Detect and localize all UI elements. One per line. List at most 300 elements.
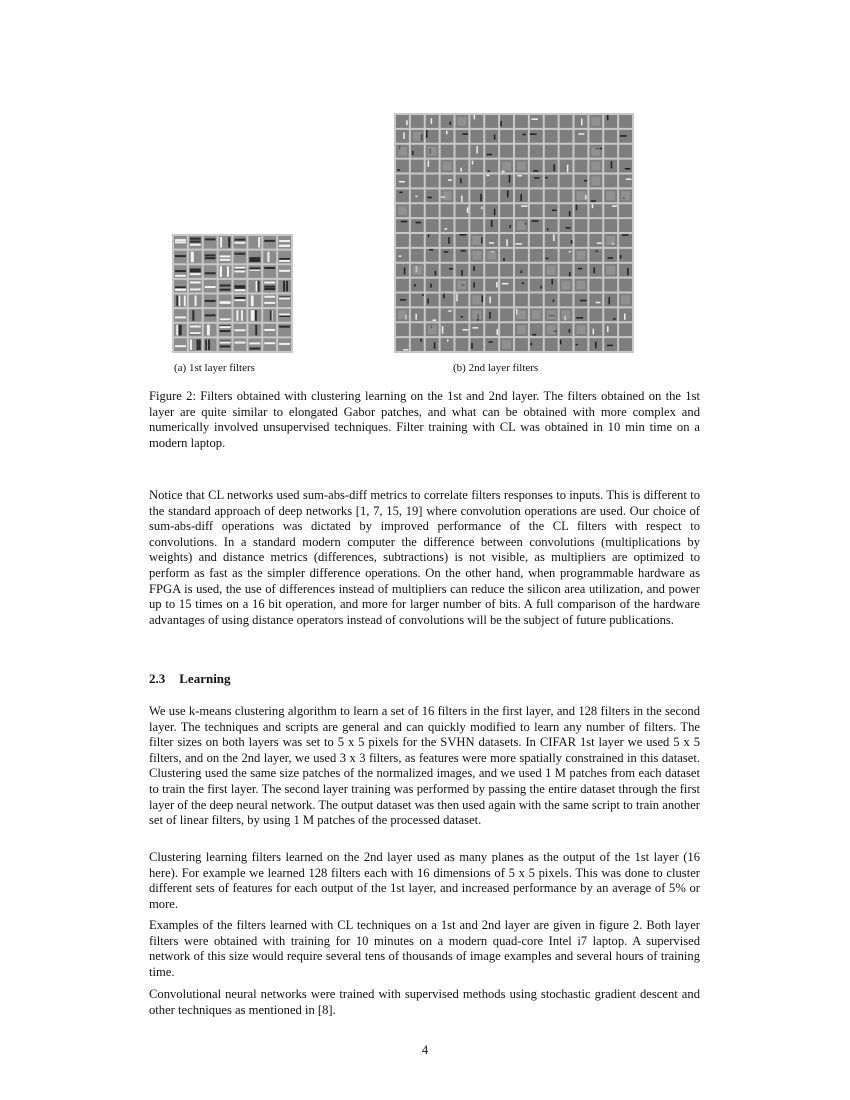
filter-tile xyxy=(396,204,409,217)
body-paragraph-2: We use k-means clustering algorithm to learn a set of 16 filters in the first layer, and 128 filters in the second layer. The techniques and scripts are general and can quickly modified to learn any number of filters. The filter sizes on both layers was set to 5 x 5 pixels for the SVHN datasets. In CIFAR 1st layer we used 5 x 5 filters, and on the 2nd layer, we used 3 x 3 filters, as features were more spatially constrained in this dataset. Clustering used the same size patches of the normalized images, and we used 1 M patches from each dataset to train the first layer. The second layer training was performed by passing the entire dataset through the first layer of the deep neural network. The output dataset was then used again with the same script to train another set of linear filters, by using 1 M patches of the processed dataset. xyxy=(149,704,700,828)
filter-tile xyxy=(619,249,632,262)
filter-tile xyxy=(545,234,558,247)
filter-tile xyxy=(441,249,454,262)
filter-tile xyxy=(500,145,513,158)
filter-tile xyxy=(515,234,528,247)
filter-tile xyxy=(456,234,469,247)
filter-tile xyxy=(530,219,543,232)
filter-tile xyxy=(575,249,588,262)
filter-tile xyxy=(500,294,513,307)
filter-tile xyxy=(560,160,573,173)
filter-tile xyxy=(278,251,291,264)
filter-tile xyxy=(204,280,217,293)
filter-tile xyxy=(456,264,469,277)
filter-tile xyxy=(575,279,588,292)
filter-tile xyxy=(530,338,543,351)
filter-tile xyxy=(530,130,543,143)
filter-tile xyxy=(515,323,528,336)
filter-tile xyxy=(263,309,276,322)
filter-tile xyxy=(515,175,528,188)
filter-tile xyxy=(604,175,617,188)
filter-tile xyxy=(234,280,247,293)
filter-tile xyxy=(204,338,217,351)
filter-tile xyxy=(545,249,558,262)
filter-tile xyxy=(604,234,617,247)
filter-tile xyxy=(485,189,498,202)
filter-tile xyxy=(396,234,409,247)
filter-tile xyxy=(530,279,543,292)
filter-tile xyxy=(396,189,409,202)
filter-tile xyxy=(174,295,187,308)
filter-tile xyxy=(456,249,469,262)
filter-tile xyxy=(441,204,454,217)
filter-tile xyxy=(619,264,632,277)
filter-tile xyxy=(234,251,247,264)
filter-tile xyxy=(470,160,483,173)
filter-tile xyxy=(545,175,558,188)
filter-tile xyxy=(619,160,632,173)
subcaption-b: (b) 2nd layer filters xyxy=(453,362,539,374)
filter-tile xyxy=(426,204,439,217)
filter-tile xyxy=(396,308,409,321)
filter-tile xyxy=(470,249,483,262)
filter-tile xyxy=(263,236,276,249)
filter-tile xyxy=(411,204,424,217)
filter-tile xyxy=(174,324,187,337)
filter-tile xyxy=(174,236,187,249)
filter-tile xyxy=(470,308,483,321)
filter-tile xyxy=(619,279,632,292)
filter-tile xyxy=(500,130,513,143)
filter-tile xyxy=(589,145,602,158)
filter-tile xyxy=(411,249,424,262)
filter-tile xyxy=(278,338,291,351)
filter-tile xyxy=(575,219,588,232)
filter-tile xyxy=(545,145,558,158)
filter-tile xyxy=(589,323,602,336)
filter-tile xyxy=(441,294,454,307)
filter-tile xyxy=(619,338,632,351)
filter-tile xyxy=(411,308,424,321)
filter-tile xyxy=(560,279,573,292)
filter-tile xyxy=(204,295,217,308)
filter-tile xyxy=(204,251,217,264)
filter-tile xyxy=(604,294,617,307)
filter-tile xyxy=(485,130,498,143)
filter-tile xyxy=(248,295,261,308)
filter-tile xyxy=(441,234,454,247)
filter-tile xyxy=(560,294,573,307)
filter-tile xyxy=(575,204,588,217)
filter-tile xyxy=(545,264,558,277)
filter-tile xyxy=(426,264,439,277)
filter-tile xyxy=(589,115,602,128)
section-number: 2.3 xyxy=(149,671,166,686)
filter-tile xyxy=(619,189,632,202)
filter-tile xyxy=(189,295,202,308)
filter-tile xyxy=(619,130,632,143)
filter-tile xyxy=(530,115,543,128)
filter-tile xyxy=(396,338,409,351)
filter-tile xyxy=(575,160,588,173)
filter-tile xyxy=(515,160,528,173)
filter-tile xyxy=(515,115,528,128)
filter-tile xyxy=(470,323,483,336)
filter-tile xyxy=(545,219,558,232)
figure-caption: Figure 2: Filters obtained with clustering learning on the 1st and 2nd layer. The filters obtained on the 1st layer are quite similar to elongated Gabor patches, and what can be obtained with more complex and numerically involved unsupervised techniques. Filter training with CL was obtained in 10 min time on a modern laptop. xyxy=(149,389,700,450)
filter-tile xyxy=(411,323,424,336)
filter-tile xyxy=(500,219,513,232)
filter-tile xyxy=(530,308,543,321)
filter-tile xyxy=(189,309,202,322)
filter-tile xyxy=(456,189,469,202)
filter-tile xyxy=(560,115,573,128)
filter-tile xyxy=(530,234,543,247)
page-number: 4 xyxy=(421,1043,429,1057)
filter-tile xyxy=(604,145,617,158)
filter-tile xyxy=(456,323,469,336)
filter-tile xyxy=(396,279,409,292)
filter-tile xyxy=(219,338,232,351)
filter-tile xyxy=(604,249,617,262)
filter-tile xyxy=(278,309,291,322)
filter-tile xyxy=(441,189,454,202)
filter-tile xyxy=(174,251,187,264)
filter-tile xyxy=(589,249,602,262)
filter-tile xyxy=(396,249,409,262)
body-paragraph-4: Examples of the filters learned with CL techniques on a 1st and 2nd layer are given in figure 2. Both layer filters were obtained with training for 10 minutes on a modern quad-core Intel i7 laptop. A supervised network of this size would require several tens of thousands of image examples and several hours of training time. xyxy=(149,918,700,979)
filter-tile xyxy=(485,294,498,307)
filter-tile xyxy=(500,264,513,277)
filter-tile xyxy=(396,264,409,277)
filter-tile xyxy=(500,338,513,351)
filter-tile xyxy=(500,175,513,188)
filter-tile xyxy=(396,130,409,143)
filter-tile xyxy=(515,294,528,307)
filter-tile xyxy=(485,323,498,336)
filter-tile xyxy=(530,145,543,158)
filter-tile xyxy=(426,219,439,232)
filter-tile xyxy=(545,115,558,128)
filter-tile xyxy=(619,145,632,158)
filter-tile xyxy=(204,309,217,322)
filter-tile xyxy=(560,338,573,351)
filter-tile xyxy=(589,308,602,321)
filter-tile xyxy=(456,145,469,158)
filter-tile xyxy=(426,279,439,292)
filter-tile xyxy=(575,189,588,202)
filter-tile xyxy=(441,279,454,292)
filter-tile xyxy=(441,338,454,351)
filter-tile xyxy=(411,175,424,188)
filter-tile xyxy=(278,280,291,293)
filter-tile xyxy=(219,295,232,308)
section-heading xyxy=(149,671,231,687)
filter-tile xyxy=(456,279,469,292)
filter-tile xyxy=(456,130,469,143)
filter-tile xyxy=(604,338,617,351)
filter-tile xyxy=(411,145,424,158)
filter-tile xyxy=(441,308,454,321)
filter-tile xyxy=(248,280,261,293)
filter-tile xyxy=(515,264,528,277)
filter-tile xyxy=(470,130,483,143)
filter-tile xyxy=(426,323,439,336)
filter-tile xyxy=(396,323,409,336)
filter-tile xyxy=(485,308,498,321)
filter-tile xyxy=(441,323,454,336)
filter-tile xyxy=(515,219,528,232)
filter-tile xyxy=(456,294,469,307)
filter-tile xyxy=(604,323,617,336)
filter-tile xyxy=(470,175,483,188)
filter-tile xyxy=(174,280,187,293)
filter-tile xyxy=(411,234,424,247)
filter-tile xyxy=(219,324,232,337)
filter-tile xyxy=(441,160,454,173)
filter-tile xyxy=(515,189,528,202)
filter-tile xyxy=(604,204,617,217)
filter-tile xyxy=(589,294,602,307)
filter-tile xyxy=(560,189,573,202)
filter-tile xyxy=(234,295,247,308)
filter-tile xyxy=(545,279,558,292)
filter-tile xyxy=(604,130,617,143)
filter-tile xyxy=(485,175,498,188)
filter-tile xyxy=(456,338,469,351)
section-title: Learning xyxy=(179,671,231,686)
body-paragraph-3: Clustering learning filters learned on the 2nd layer used as many planes as the output of the 1st layer (16 here). For example we learned 128 filters each with 16 dimensions of 5 x 5 pixels. This was done to cluster different sets of features for each output of the 1st layer, and increased performance by an average of 5% or more. xyxy=(149,850,700,911)
filter-tile xyxy=(619,204,632,217)
filter-tile xyxy=(619,219,632,232)
first-layer-filters-image xyxy=(172,234,293,353)
filter-tile xyxy=(604,279,617,292)
filter-tile xyxy=(174,265,187,278)
filter-tile xyxy=(575,234,588,247)
filter-tile xyxy=(426,145,439,158)
filter-tile xyxy=(619,115,632,128)
filter-tile xyxy=(189,236,202,249)
filter-tile xyxy=(575,175,588,188)
filter-tile xyxy=(470,264,483,277)
filter-tile xyxy=(500,249,513,262)
filter-tile xyxy=(470,219,483,232)
filter-tile xyxy=(604,189,617,202)
body-paragraph-1: Notice that CL networks used sum-abs-diff metrics to correlate filters responses to inputs. This is different to the standard approach of deep networks [1, 7, 15, 19] where convolution operations are used. Our choice of sum-abs-diff operations was dictated by improved performance of the CL filters with respect to convolutions. In a standard modern computer the difference between convolutions (multiplications by weights) and distance metrics (differences, subtractions) is not visible, as multipliers are optimized to perform as fast as the simpler difference operations. On the other hand, when programmable hardware as FPGA is used, the use of differences instead of multipliers can reduce the silicon area utilization, and power up to 15 times on a 16 bit operation, and more for larger number of bits. A full comparison of the hardware advantages of using distance operators instead of convolutions will be the subject of future publications. xyxy=(149,488,700,627)
filter-tile xyxy=(204,324,217,337)
filter-tile xyxy=(189,251,202,264)
filter-tile xyxy=(485,145,498,158)
filter-tile xyxy=(604,115,617,128)
filter-tile xyxy=(411,130,424,143)
filter-tile xyxy=(426,308,439,321)
filter-tile xyxy=(278,236,291,249)
filter-tile xyxy=(530,294,543,307)
filter-tile xyxy=(530,323,543,336)
filter-tile xyxy=(396,219,409,232)
filter-tile xyxy=(500,204,513,217)
filter-tile xyxy=(456,115,469,128)
filter-tile xyxy=(485,219,498,232)
filter-tile xyxy=(248,324,261,337)
filter-tile xyxy=(426,189,439,202)
filter-tile xyxy=(589,338,602,351)
filter-tile xyxy=(426,294,439,307)
filter-tile xyxy=(589,219,602,232)
filter-tile xyxy=(219,236,232,249)
filter-tile xyxy=(234,309,247,322)
filter-tile xyxy=(485,204,498,217)
filter-tile xyxy=(575,294,588,307)
filter-tile xyxy=(411,338,424,351)
filter-tile xyxy=(248,265,261,278)
filter-tile xyxy=(485,338,498,351)
filter-tile xyxy=(604,219,617,232)
filter-tile xyxy=(545,189,558,202)
filter-tile xyxy=(456,175,469,188)
filter-tile xyxy=(456,308,469,321)
filter-tile xyxy=(575,130,588,143)
filter-tile xyxy=(470,145,483,158)
filter-tile xyxy=(441,130,454,143)
filter-tile xyxy=(234,236,247,249)
filter-tile xyxy=(515,204,528,217)
filter-tile xyxy=(589,189,602,202)
filter-tile xyxy=(426,115,439,128)
body-paragraph-5: Convolutional neural networks were trained with supervised methods using stochastic gradient descent and other techniques as mentioned in [8]. xyxy=(149,987,700,1017)
filter-tile xyxy=(441,145,454,158)
filter-tile xyxy=(411,115,424,128)
filter-tile xyxy=(426,234,439,247)
filter-tile xyxy=(204,265,217,278)
filter-tile xyxy=(411,219,424,232)
filter-tile xyxy=(515,130,528,143)
filter-tile xyxy=(456,160,469,173)
filter-tile xyxy=(619,175,632,188)
filter-tile xyxy=(515,249,528,262)
filter-tile xyxy=(604,308,617,321)
filter-tile xyxy=(575,115,588,128)
filter-tile xyxy=(560,145,573,158)
filter-tile xyxy=(411,264,424,277)
filter-tile xyxy=(470,189,483,202)
second-layer-filters-grid xyxy=(394,113,634,353)
filter-tile xyxy=(278,324,291,337)
filter-tile xyxy=(426,175,439,188)
filter-tile xyxy=(575,264,588,277)
filter-tile xyxy=(589,264,602,277)
filter-tile xyxy=(248,236,261,249)
filter-tile xyxy=(396,175,409,188)
filter-tile xyxy=(485,249,498,262)
filter-tile xyxy=(441,115,454,128)
filter-tile xyxy=(396,145,409,158)
filter-tile xyxy=(234,338,247,351)
filter-tile xyxy=(604,264,617,277)
filter-tile xyxy=(411,279,424,292)
filter-tile xyxy=(530,264,543,277)
filter-tile xyxy=(441,219,454,232)
filter-tile xyxy=(500,115,513,128)
filter-tile xyxy=(560,264,573,277)
filter-tile xyxy=(530,160,543,173)
filter-tile xyxy=(589,234,602,247)
filter-tile xyxy=(515,279,528,292)
second-layer-filters-image xyxy=(394,113,634,353)
filter-tile xyxy=(545,294,558,307)
filter-tile xyxy=(485,279,498,292)
filter-tile xyxy=(485,160,498,173)
filter-tile xyxy=(426,338,439,351)
filter-tile xyxy=(470,338,483,351)
filter-tile xyxy=(411,294,424,307)
filter-tile xyxy=(560,130,573,143)
filter-tile xyxy=(234,265,247,278)
filter-tile xyxy=(248,309,261,322)
filter-tile xyxy=(456,219,469,232)
filter-tile xyxy=(500,160,513,173)
filter-tile xyxy=(530,249,543,262)
filter-tile xyxy=(219,265,232,278)
filter-tile xyxy=(604,160,617,173)
filter-tile xyxy=(426,130,439,143)
filter-tile xyxy=(248,338,261,351)
filter-tile xyxy=(470,234,483,247)
filter-tile xyxy=(470,204,483,217)
filter-tile xyxy=(396,115,409,128)
filter-tile xyxy=(396,160,409,173)
subcaption-a: (a) 1st layer filters xyxy=(174,362,255,374)
filter-tile xyxy=(174,309,187,322)
filter-tile xyxy=(589,130,602,143)
filter-tile xyxy=(515,308,528,321)
filter-tile xyxy=(530,175,543,188)
filter-tile xyxy=(589,160,602,173)
filter-tile xyxy=(500,323,513,336)
filter-tile xyxy=(411,160,424,173)
filter-tile xyxy=(589,175,602,188)
filter-tile xyxy=(619,308,632,321)
filter-tile xyxy=(545,338,558,351)
filter-tile xyxy=(278,265,291,278)
filter-tile xyxy=(263,324,276,337)
filter-tile xyxy=(560,175,573,188)
filter-tile xyxy=(204,236,217,249)
filter-tile xyxy=(219,251,232,264)
filter-tile xyxy=(619,323,632,336)
filter-tile xyxy=(545,204,558,217)
filter-tile xyxy=(589,204,602,217)
filter-tile xyxy=(545,130,558,143)
filter-tile xyxy=(545,160,558,173)
filter-tile xyxy=(530,204,543,217)
filter-tile xyxy=(545,323,558,336)
filter-tile xyxy=(530,189,543,202)
filter-tile xyxy=(278,295,291,308)
filter-tile xyxy=(619,234,632,247)
filter-tile xyxy=(575,145,588,158)
filter-tile xyxy=(189,324,202,337)
filter-tile xyxy=(575,338,588,351)
filter-tile xyxy=(263,265,276,278)
filter-tile xyxy=(515,145,528,158)
filter-tile xyxy=(234,324,247,337)
filter-tile xyxy=(263,280,276,293)
filter-tile xyxy=(396,294,409,307)
filter-tile xyxy=(560,323,573,336)
filter-tile xyxy=(560,204,573,217)
filter-tile xyxy=(174,338,187,351)
